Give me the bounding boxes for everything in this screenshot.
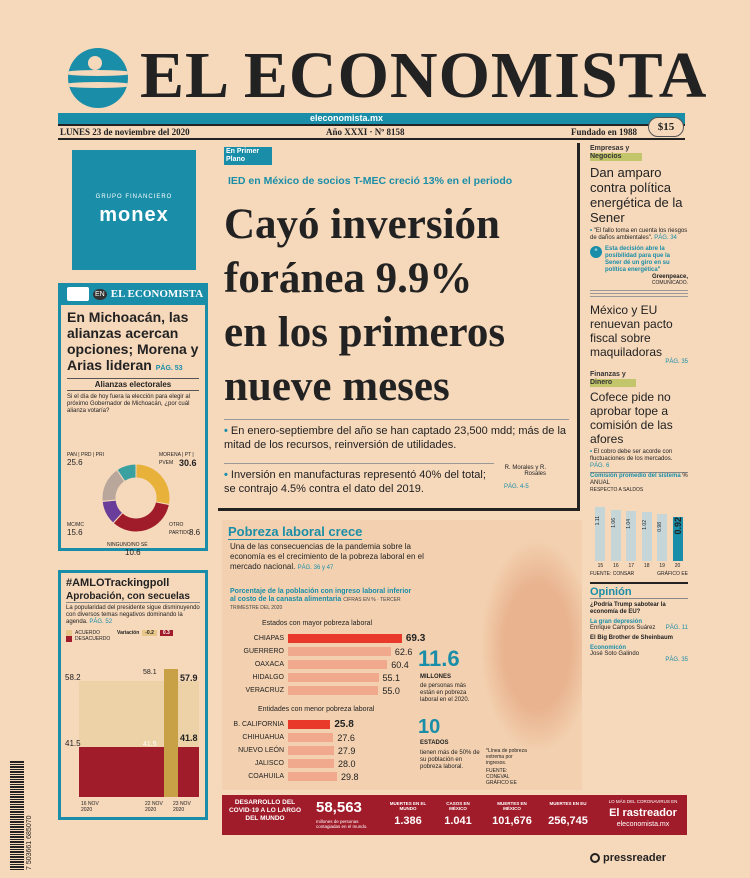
michoacan-headline-text: En Michoacán, las alianzas acercan opciones; Morena y Arias lideran xyxy=(67,309,199,373)
poll-area-desacuerdo xyxy=(79,747,199,797)
masthead-date: LUNES 23 de noviembre del 2020 xyxy=(60,127,190,137)
bar-label: COAHUILA xyxy=(248,773,284,780)
bar-row xyxy=(226,771,426,782)
poll-end-a: 57.9 xyxy=(180,673,198,683)
commission-bar-value: 1.06 xyxy=(610,518,617,528)
bar-row xyxy=(226,758,426,769)
ad-brand: monex xyxy=(99,204,169,226)
partner-logo-icon xyxy=(67,287,89,301)
tracker-top: LO MÁS DEL CORONAVIRUS EN xyxy=(608,799,678,804)
poll-page[interactable]: PÁG. 52 xyxy=(89,619,113,625)
main-kicker: En Primer Plano xyxy=(224,147,272,165)
opinion-4[interactable]: Economicón xyxy=(590,645,627,651)
bar-label: GUERRERO xyxy=(243,648,284,655)
poll-hashtag[interactable]: #AMLOTrackingpoll xyxy=(66,577,170,589)
stat2-value: 10 xyxy=(418,716,441,738)
commission-bar-year: 20 xyxy=(674,563,681,569)
donut-value-mc: 15.6 xyxy=(67,528,83,537)
commission-bar-value: 0.98 xyxy=(657,521,664,532)
stat1-value: 11.6 xyxy=(418,646,460,671)
bar-value: 29.8 xyxy=(340,771,359,782)
commission-bar xyxy=(657,514,667,561)
commission-chart-sub: RESPECTO A SALDOS xyxy=(590,487,644,493)
poverty-chart-title-text: Porcentaje de la población con ingreso laboral inferior al costo de la canasta alimentaria xyxy=(230,588,412,603)
main-byline: R. Morales y R. Rosales xyxy=(504,465,546,477)
right-value: 30.6 xyxy=(179,458,197,468)
poll-text: La popularidad del presidente sigue disminuyendo con diversos temas negativos dominando la agenda. xyxy=(66,605,200,625)
alliances-section: Alianzas electorales xyxy=(67,378,199,391)
commission-bar-value: 1.04 xyxy=(626,519,633,529)
masthead-url[interactable]: eleconomista.mx xyxy=(310,113,384,123)
poverty-section xyxy=(222,520,582,790)
logo-icon xyxy=(68,48,128,108)
cofece-bullet: El cobro debe ser acorde con fluctuaciones de los mercados. xyxy=(590,449,673,462)
left-value: 25.6 xyxy=(67,458,83,467)
price-badge: $15 xyxy=(648,117,684,137)
commission-bar-year: 19 xyxy=(659,563,665,569)
right-parties: MORENA | PT | PVEM xyxy=(159,452,194,466)
main-subhead: IED en México de socios T-MEC creció 13% en el periodo xyxy=(228,175,513,187)
opinion-1[interactable]: ¿Podría Trump sabotear la economía de EU? xyxy=(590,602,666,615)
poverty-chart-title xyxy=(230,588,415,612)
poll-start-d: 41.5 xyxy=(65,739,81,748)
bar-value: 55.0 xyxy=(382,685,400,696)
page-cofece[interactable]: PÁG. 6 xyxy=(590,463,610,469)
main-bullet-2-text: Inversión en manufacturas representó 40% del total; se contrajo 4.5% contra el dato del 2019. xyxy=(224,469,486,495)
stat2-unit: ESTADOS xyxy=(420,740,449,746)
commission-chart-title: Comisión promedio del sistema xyxy=(590,473,681,479)
pressreader-logo[interactable] xyxy=(590,852,666,864)
opinion-2-author: Enrique Campos Suárez xyxy=(590,625,656,631)
commission-bar-year: 17 xyxy=(628,563,635,569)
poverty-page[interactable]: PÁG. 36 y 47 xyxy=(297,565,334,571)
poverty-source: FUENTE: CONEVAL GRÁFICO EE xyxy=(486,768,517,786)
masthead-rule xyxy=(58,124,685,126)
bar-label: CHIAPAS xyxy=(253,635,284,642)
main-bullet-2: • Inversión en manufacturas representó 40% del total; se contrajo 4.5% contra el dato del 2019. xyxy=(224,463,494,496)
box-brand: EL ECONOMISTA xyxy=(110,288,204,300)
bar-label: VERACRUZ xyxy=(245,687,284,694)
michoacan-page[interactable]: PÁG. 53 xyxy=(155,365,183,372)
bar-value: 27.9 xyxy=(337,745,356,756)
bar xyxy=(288,759,334,768)
ad-group: GRUPO FINANCIERO xyxy=(95,194,173,200)
bar-value: 69.3 xyxy=(405,633,426,644)
bar-row xyxy=(226,646,426,657)
legend-desacuerdo: DESACUERDO xyxy=(75,636,111,642)
deaths-world: 1.386 xyxy=(394,815,422,827)
bar-label: B. CALIFORNIA xyxy=(233,721,284,728)
pressreader-text: pressreader xyxy=(603,852,666,864)
commission-credit: GRÁFICO EE xyxy=(657,571,688,577)
commission-chart-unit: % ANUAL xyxy=(590,473,688,486)
poverty-title: Pobreza laboral crece xyxy=(228,524,363,539)
commission-bar-value: 0.92 xyxy=(672,517,683,535)
stat2-text: tienen más de 50% de su población en pobreza laboral. xyxy=(420,750,480,770)
page-maquiladoras[interactable]: PÁG. 35 xyxy=(665,359,688,365)
bar-value: 60.4 xyxy=(391,659,409,670)
donut-label-none: NINGUNO/NO SÉ xyxy=(107,542,148,548)
commission-bar-year: 18 xyxy=(643,563,650,569)
masthead-founded: Fundado en 1988 xyxy=(571,127,638,137)
deaths-mx: 101,676 xyxy=(492,815,532,827)
poll-highlight-bar xyxy=(164,669,178,797)
bar-value: 28.0 xyxy=(338,758,356,769)
monex-ad[interactable] xyxy=(72,150,196,270)
donut-value-other: 8.6 xyxy=(189,528,201,537)
deaths-mx-label: MUERTES EN MÉXICO xyxy=(497,801,527,811)
poverty-intro xyxy=(230,542,445,573)
bar xyxy=(288,746,334,755)
alliances-intro: Si el día de hoy fuera la elección para elegir al próximo Gobernador de Michoacán, ¿por cuál alianza votaría? xyxy=(67,394,191,414)
barcode-number: 7 503661 685070 xyxy=(26,815,33,870)
bar-row xyxy=(226,672,426,683)
headline-line-1: Cayó inversión xyxy=(224,201,500,248)
bar xyxy=(288,720,330,729)
donut-slice xyxy=(136,464,170,505)
legend-acuerdo: ACUERDO xyxy=(75,630,101,636)
deaths-us-label: MUERTES EN EU xyxy=(549,801,587,806)
cases-mx-label: CASOS EN MÉXICO xyxy=(446,801,470,811)
opinion-4-page[interactable]: PÁG. 35 xyxy=(665,657,688,663)
headline-line-3: en los primeros xyxy=(224,309,506,356)
main-bullet-1: • En enero-septiembre del año se han captado 23,500 mdd; más de la mitad de los recursos, reinversión de utilidades. xyxy=(224,419,569,452)
bar xyxy=(288,733,333,742)
bars-bottom xyxy=(226,719,426,784)
var-desacuerdo: 0.3 xyxy=(160,630,173,636)
headline-maquiladoras[interactable]: México y EU renuevan pacto fiscal sobre maquiladoras xyxy=(590,303,673,359)
bottom-states-label: Entidades con menor pobreza laboral xyxy=(258,706,375,713)
covid-label: DESARROLLO DEL COVID-19 A LO LARGO DEL MUNDO xyxy=(228,799,302,822)
variation-label: Variación xyxy=(117,630,140,636)
alliances-donut xyxy=(91,453,181,543)
tag-empresas: Empresas y Negocios xyxy=(590,145,642,161)
bars-top xyxy=(226,633,426,698)
poll-end-d: 41.8 xyxy=(180,733,198,743)
bar-value: 27.6 xyxy=(337,732,355,743)
opinion-3[interactable]: El Big Brother de Sheinbaum xyxy=(590,635,674,641)
commission-chart xyxy=(590,495,688,571)
bar xyxy=(288,673,379,682)
bar xyxy=(288,772,337,781)
poll-x3: 23 NOV 2020 xyxy=(173,801,191,813)
poverty-intro-text: Una de las consecuencias de la pandemia sobre la economía es el crecimiento de la pobreza laboral en el mercado nacional. xyxy=(230,542,424,571)
tracker-url[interactable]: eleconomista.mx xyxy=(616,821,670,828)
opinion-4-author: José Soto Galindo xyxy=(590,651,640,657)
headline-line-2: foránea 9.9% xyxy=(224,255,473,302)
bar-label: HIDALGO xyxy=(252,674,284,681)
bar-label: JALISCO xyxy=(254,760,284,767)
donut-label-other: OTRO PARTIDO xyxy=(169,522,191,536)
bar-value: 55.1 xyxy=(382,672,401,683)
headline-amparo[interactable]: Dan amparo contra política energética de la Sener xyxy=(590,165,683,225)
bar-row xyxy=(226,685,426,696)
main-page[interactable]: PÁG. 4-5 xyxy=(504,484,529,490)
masthead-rule-bottom xyxy=(58,138,685,140)
barcode xyxy=(10,760,24,870)
poverty-footnote: *Línea de pobreza extrema por ingresos. xyxy=(486,748,527,766)
commission-bar-year: 15 xyxy=(597,563,604,569)
poll-x2: 22 NOV 2020 xyxy=(145,801,163,813)
masthead-title: EL ECONOMISTA xyxy=(140,39,708,112)
stat1-text: de personas más están en pobreza laboral en el 2020. xyxy=(420,683,470,703)
poll-start-a: 58.2 xyxy=(65,673,81,682)
poll-box xyxy=(58,570,208,820)
quote-source: Greenpeace, xyxy=(651,274,688,280)
headline-cofece[interactable]: Cofece pide no aprobar tope a comisión de las afores xyxy=(590,390,673,446)
bar-row xyxy=(226,633,426,644)
covid-cases-text: millones de personas contagiadas en el mundo. xyxy=(316,819,368,829)
hand-coins-image xyxy=(470,520,582,750)
main-bullet-1-text: En enero-septiembre del año se han captado 23,500 mdd; más de la mitad de los recursos, reinversión de utilidades. xyxy=(224,425,567,451)
poll-title: Aprobación, con secuelas xyxy=(66,591,200,603)
box-tag: EN xyxy=(95,290,105,298)
bar xyxy=(288,647,391,656)
quote-fallo: "El fallo toma en cuenta los riesgos de daños ambientales". xyxy=(590,228,688,241)
poverty-chart-note: CIFRAS EN % · TERCER TRIMESTRE DEL 2020 xyxy=(230,597,401,611)
main-story xyxy=(218,143,580,511)
deaths-us: 256,745 xyxy=(548,815,588,827)
michoacan-box xyxy=(58,283,208,557)
bar-row xyxy=(226,719,426,730)
opinion-header: Opinión xyxy=(590,582,688,599)
bar-label: CHIHUAHUA xyxy=(242,734,284,741)
opinion-2[interactable]: La gran depresión xyxy=(590,619,643,625)
page-amparo[interactable]: PÁG. 34 xyxy=(654,235,677,241)
masthead-issue: Año XXXI · Nº 8158 xyxy=(326,127,405,137)
quote-role: COMUNICADO. xyxy=(651,280,688,286)
quote-greenpeace: Esta decisión abre la posibilidad para que la Sener dé un giro en su política energética" xyxy=(605,246,671,273)
bar xyxy=(288,660,387,669)
divider-1 xyxy=(590,289,688,297)
cases-mx: 1.041 xyxy=(444,815,472,827)
poll-mid-d: 41.5 xyxy=(143,741,157,748)
donut-label-mc: MC/MC xyxy=(67,522,84,528)
donut-value-none: 10.6 xyxy=(125,548,141,557)
tag-finanzas: Finanzas y Dinero xyxy=(590,371,636,387)
bar xyxy=(288,634,402,643)
bar xyxy=(288,686,378,695)
opinion-2-page[interactable]: PÁG. 11 xyxy=(665,625,688,631)
right-column: Empresas y Negocios Dan amparo contra política energética de la Sener • "El fallo toma en cuenta los riesgos de daños ambientales". PÁG. 34 “ Esta decisión abre la posibilidad para que la Sener dé un giro en su política energética" Greenpeace, COMUNICADO. México y EU renuevan pacto fiscal sobre maquiladoras PÁG. 35 Finanzas y Dinero Cofece pide no aprobar tope a comisión de las afores • El cobro debe ser acorde con fluctuaciones de los mercados. PÁG. 6 Comisión promedio del sistema % ANUAL RESPECTO A SALDOS 1.11 15 1.06 16 1.04 17 1.02 18 0.98 19 0.92 20 FUENTE: CONSAR GRÁFICO EE Opinión ¿Podría Trump sabotear la economía de EU? La gran depresión Enrique Campos Suárez PÁG. 11 El Big Brother de Sheinbaum Economicón José Soto Galindo PÁG. 35 xyxy=(590,145,688,663)
poll-mid-a: 58.1 xyxy=(143,669,157,676)
poll-x1: 16 NOV 2020 xyxy=(81,801,99,813)
commission-bar-year: 16 xyxy=(613,563,619,569)
donut-slice xyxy=(113,502,169,532)
covid-cases: 58,563 xyxy=(316,799,362,816)
commission-bar-value: 1.02 xyxy=(641,519,648,530)
michoacan-headline xyxy=(67,309,199,373)
main-headline xyxy=(224,198,505,414)
tracker-name[interactable]: El rastreador xyxy=(609,807,677,819)
bar-row xyxy=(226,732,426,743)
deaths-world-label: MUERTES EN EL MUNDO xyxy=(389,801,427,811)
stat1-unit: MILLONES xyxy=(420,674,451,680)
quote-icon: “ xyxy=(590,246,602,258)
commission-source: FUENTE: CONSAR xyxy=(590,571,635,577)
bar-label: NUEVO LEÓN xyxy=(238,747,284,754)
commission-bar-value: 1.11 xyxy=(595,515,602,526)
left-parties: PAN | PRD | PRI xyxy=(67,452,104,458)
bar-value: 25.8 xyxy=(334,719,354,730)
pressreader-icon xyxy=(590,853,600,863)
var-acuerdo: -0.2 xyxy=(142,630,157,636)
headline-line-4: nueve meses xyxy=(224,363,450,410)
bar-value: 62.6 xyxy=(394,646,413,657)
bar-label: OAXACA xyxy=(254,661,284,668)
bar-row xyxy=(226,745,426,756)
top-states-label: Estados con mayor pobreza laboral xyxy=(262,620,373,627)
bar-row xyxy=(226,659,426,670)
covid-bar xyxy=(222,795,687,835)
